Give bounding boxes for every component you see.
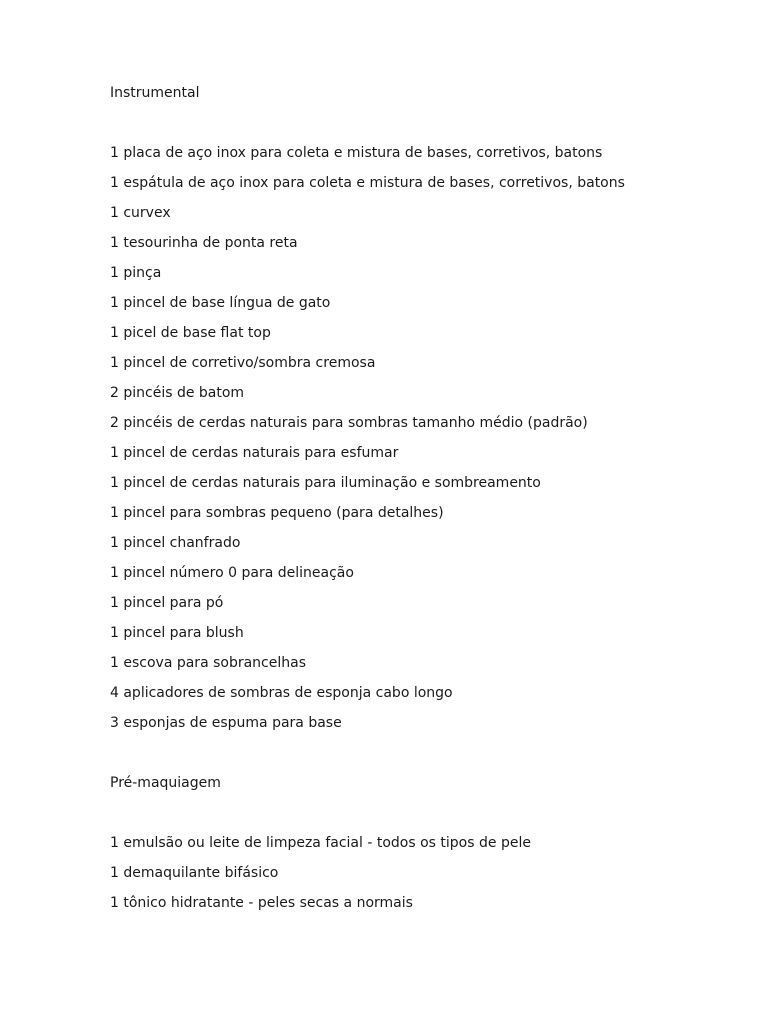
list-item: 1 pincel de corretivo/sombra cremosa [110,355,376,371]
instrumental-list [110,143,730,743]
list-item: 1 pincel chanfrado [110,535,241,551]
list-item: 1 pincel número 0 para delineação [110,565,354,581]
list-item: 1 emulsão ou leite de limpeza facial - todos os tipos de pele [110,835,531,851]
list-item: 4 aplicadores de sombras de esponja cabo longo [110,685,453,701]
list-item: 1 pincel de base língua de gato [110,295,331,311]
list-item: 2 pincéis de batom [110,385,245,401]
list-item: 1 pincel para pó [110,595,224,611]
list-item: 1 demaquilante bifásico [110,865,279,881]
blank-line [110,743,730,773]
list-item: 1 pinça [110,265,162,281]
list-item: 1 placa de aço inox para coleta e mistura de bases, corretivos, batons [110,145,603,161]
pre-maquiagem-list [110,833,730,923]
list-item: 1 pincel para sombras pequeno (para detalhes) [110,505,444,521]
list-item: 1 pincel de cerdas naturais para iluminação e sombreamento [110,475,541,491]
list-item: 2 pincéis de cerdas naturais para sombras tamanho médio (padrão) [110,415,588,431]
section-heading-pre-maquiagem: Pré-maquiagem [110,775,221,791]
document-page [110,83,730,923]
list-item: 1 tônico hidratante - peles secas a normais [110,895,413,911]
list-item: 3 esponjas de espuma para base [110,715,342,731]
blank-line [110,803,730,833]
list-item: 1 curvex [110,205,171,221]
list-item: 1 escova para sobrancelhas [110,655,306,671]
section-heading-instrumental: Instrumental [110,85,200,101]
list-item: 1 espátula de aço inox para coleta e mistura de bases, corretivos, batons [110,175,625,191]
list-item: 1 picel de base flat top [110,325,271,341]
list-item: 1 pincel de cerdas naturais para esfumar [110,445,399,461]
list-item: 1 tesourinha de ponta reta [110,235,298,251]
blank-line [110,113,730,143]
list-item: 1 pincel para blush [110,625,244,641]
